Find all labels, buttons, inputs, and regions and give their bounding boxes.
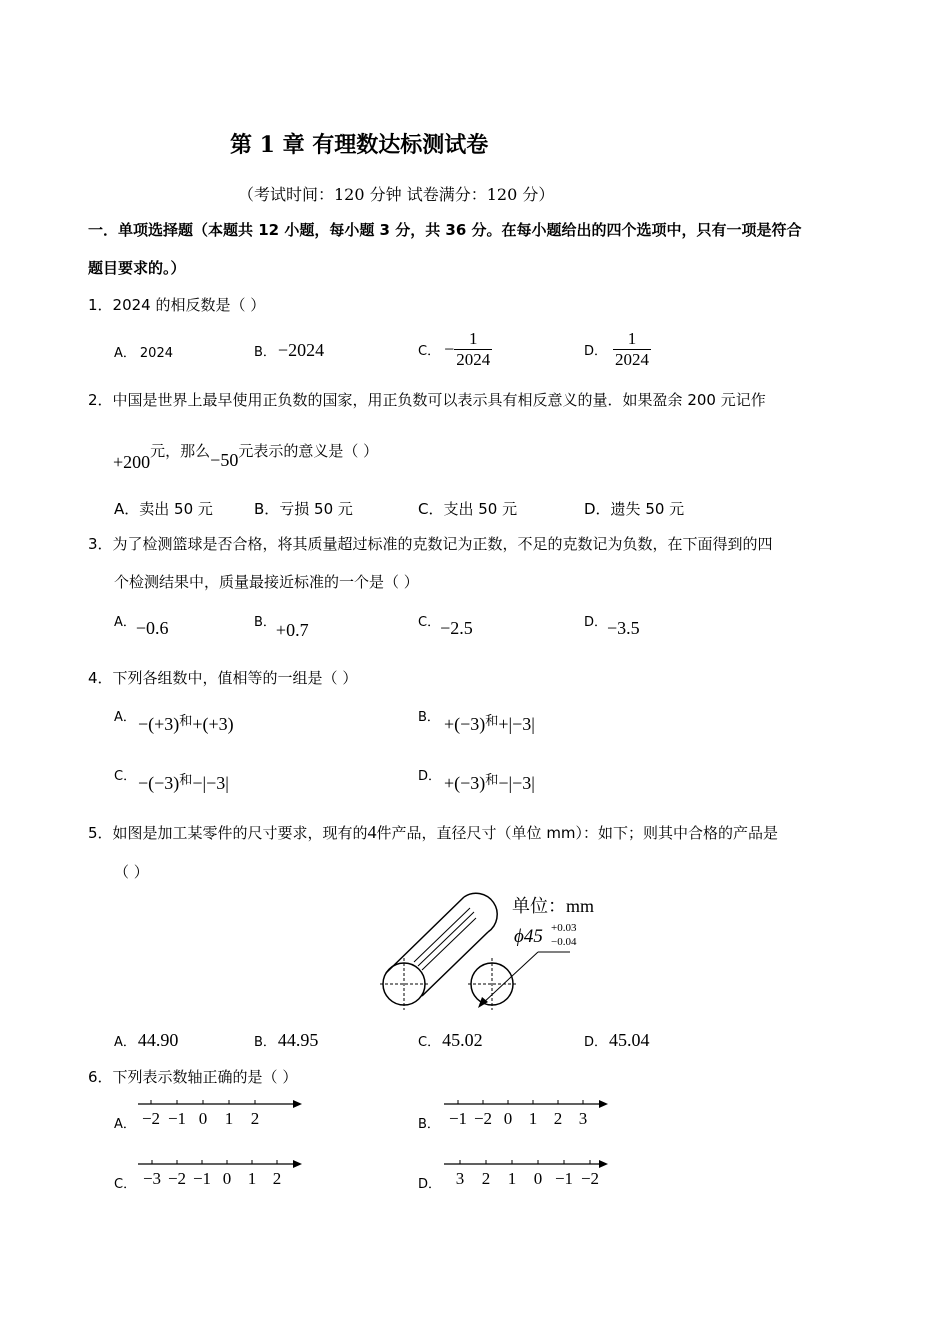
q6-option-a-label[interactable]: A． [114,1117,136,1132]
unit-label: 单位：mm [512,896,595,916]
option-label: D． [584,615,608,630]
q2-stem-line2 [113,440,379,472]
q4-option-c[interactable] [114,765,136,784]
axis-tick-label: 3 [578,1109,588,1128]
q3-option-c[interactable] [418,610,473,638]
q4-option-d[interactable] [418,765,441,784]
q4-option-a-math [138,714,234,735]
q6-axis-d [444,1156,609,1192]
q2-option-c[interactable]: C．支出 50 元 [418,500,518,518]
q2-text-a: 元，那么 [150,442,211,460]
q6-stem: 6．下列表示数轴正确的是（ ） [88,1068,298,1086]
exam-info: （考试时间：120 分钟 试卷满分：120 分） [238,185,555,204]
option-label: C． [418,615,441,630]
q5-stem [88,822,778,843]
axis-tick-label: −2 [141,1109,161,1128]
q4-option-b-math [444,714,535,735]
axis-tick-label: 0 [222,1169,232,1188]
q2-text-b: 元表示的意义是（ ） [238,442,379,460]
expr-right: +(+3) [192,714,234,734]
option-label: C． [418,1035,441,1050]
axis-tick-label: −1 [554,1169,574,1188]
q3-option-d[interactable] [584,610,640,638]
q5-option-a[interactable] [114,1030,178,1051]
axis-tick-label: −2 [580,1169,600,1188]
tolerance-upper: +0.03 [551,922,577,934]
axis-arrow [293,1160,302,1168]
q6-option-b-label[interactable]: B． [418,1117,440,1132]
axis-tick-label: 1 [247,1169,257,1188]
axis-arrow [293,1100,302,1108]
q3-option-b[interactable] [254,610,309,640]
q4-option-c-math [138,773,229,794]
q4-option-a[interactable] [114,706,136,725]
option-value: 45.04 [609,1030,650,1050]
axis-tick-label: 0 [503,1109,513,1128]
and-word: 和 [485,772,499,787]
axis-tick-label: 3 [455,1169,465,1188]
option-label: C． [418,344,441,359]
tolerance-lower: −0.04 [551,936,577,948]
option-label: D． [584,1035,608,1050]
page-title: 第 1 章 有理数达标测试卷 [230,132,489,158]
axis-arrow [599,1100,608,1108]
option-label: A． [114,1035,136,1050]
option-label: B． [254,615,276,630]
axis-arrow [599,1160,608,1168]
q1-option-b[interactable] [254,340,324,361]
expr-left: +(−3) [444,714,486,734]
q1-option-d[interactable] [584,329,651,370]
axis-tick-label: 1 [224,1109,234,1128]
q5-option-c[interactable] [418,1030,483,1051]
q2-option-d[interactable]: D．遗失 50 元 [584,500,685,518]
fraction [454,329,492,370]
q5-stem-b: 件产品，直径尺寸（单位 mm）：如下；则其中合格的产品是 [376,824,779,842]
math-plus-200: +200 [113,452,151,472]
q6-option-c-label[interactable]: C． [114,1177,137,1192]
option-label: D． [418,769,442,784]
axis-tick-label: −1 [192,1169,212,1188]
axis-tick-label: 1 [507,1169,517,1188]
option-label: D． [584,344,608,359]
q1-option-c[interactable] [418,329,492,370]
q5-stem-line2: （ ） [114,863,149,881]
and-word: 和 [485,713,499,728]
q5-option-b[interactable] [254,1030,318,1051]
axis-tick-label: 2 [481,1169,491,1188]
and-word: 和 [179,713,193,728]
expr-right: +|−3| [498,714,535,734]
option-label: A． [114,710,136,725]
q6-axis-b [444,1096,609,1132]
option-label: B． [418,710,440,725]
axis-tick-label: 2 [553,1109,563,1128]
q4-option-d-math [444,773,535,794]
q2-option-a[interactable]: A．卖出 50 元 [114,500,213,518]
denominator: 2024 [615,350,650,369]
q5-option-d[interactable] [584,1030,650,1051]
numerator: 1 [468,329,478,348]
q6-axis-c [138,1156,303,1192]
option-value: −2.5 [440,618,473,638]
option-value: −3.5 [607,618,640,638]
q4-option-b[interactable] [418,706,440,725]
axis-tick-label: −2 [167,1169,187,1188]
q3-stem-line1: 3．为了检测篮球是否合格，将其质量超过标准的克数记为正数，不足的克数记为负数，在下面得到的四 [88,535,773,553]
option-label: A． [114,615,136,630]
axis-tick-label: 0 [198,1109,208,1128]
option-value: −2024 [277,340,325,360]
fraction [613,329,651,370]
option-value: 44.90 [137,1030,179,1050]
minus-sign: − [444,339,455,359]
q6-option-d-label[interactable]: D． [418,1177,442,1192]
q6-axis-a [138,1096,303,1132]
q5-stem-a: 5．如图是加工某零件的尺寸要求，现有的 [88,824,368,842]
q1-option-a[interactable] [114,342,173,361]
expr-right: −|−3| [192,773,229,793]
axis-tick-label: −3 [142,1169,162,1188]
part-dimension-figure [378,888,618,1013]
phi-symbol: ϕ45 [514,926,543,947]
denominator: 2024 [456,350,491,369]
expr-left: +(−3) [444,773,486,793]
q4-stem: 4．下列各组数中，值相等的一组是（ ） [88,669,358,687]
expr-right: −|−3| [498,773,535,793]
q2-option-b[interactable]: B．亏损 50 元 [254,500,353,518]
option-value: −0.6 [135,618,169,638]
dimension-arrow [478,997,488,1008]
section-heading-line1: 一．单项选择题（本题共 12 小题，每小题 3 分，共 36 分。在每小题给出的四个选项中，只有一项是符合 [88,221,802,239]
q2-stem: 2．中国是世界上最早使用正负数的国家，用正负数可以表示具有相反意义的量．如果盈余 200 元记作 [88,391,766,409]
q5-stem-num: 4 [367,822,377,842]
option-label: C． [114,769,137,784]
axis-tick-label: 2 [272,1169,282,1188]
option-label: B． [254,345,276,360]
option-value: 44.95 [277,1030,319,1050]
axis-tick-label: −1 [167,1109,187,1128]
numerator: 1 [627,329,637,348]
math-minus-50: −50 [210,450,239,470]
expr-left: −(−3) [138,773,180,793]
and-word: 和 [179,772,193,787]
option-value: 45.02 [442,1030,483,1050]
axis-tick-label: 0 [533,1169,543,1188]
option-value: 2024 [139,346,173,361]
option-label: B． [254,1035,276,1050]
axis-tick-label: −1 [448,1109,468,1128]
option-label: A． [114,346,136,361]
option-value: +0.7 [275,620,309,640]
expr-left: −(+3) [138,714,180,734]
section-heading-line2: 题目要求的。） [88,259,186,277]
axis-tick-label: 2 [250,1109,260,1128]
q1-stem: 1．2024 的相反数是（ ） [88,296,266,314]
q3-stem-line2: 个检测结果中，质量最接近标准的一个是（ ） [114,573,419,591]
axis-tick-label: 1 [528,1109,538,1128]
q3-option-a[interactable] [114,610,169,638]
axis-tick-label: −2 [473,1109,493,1128]
